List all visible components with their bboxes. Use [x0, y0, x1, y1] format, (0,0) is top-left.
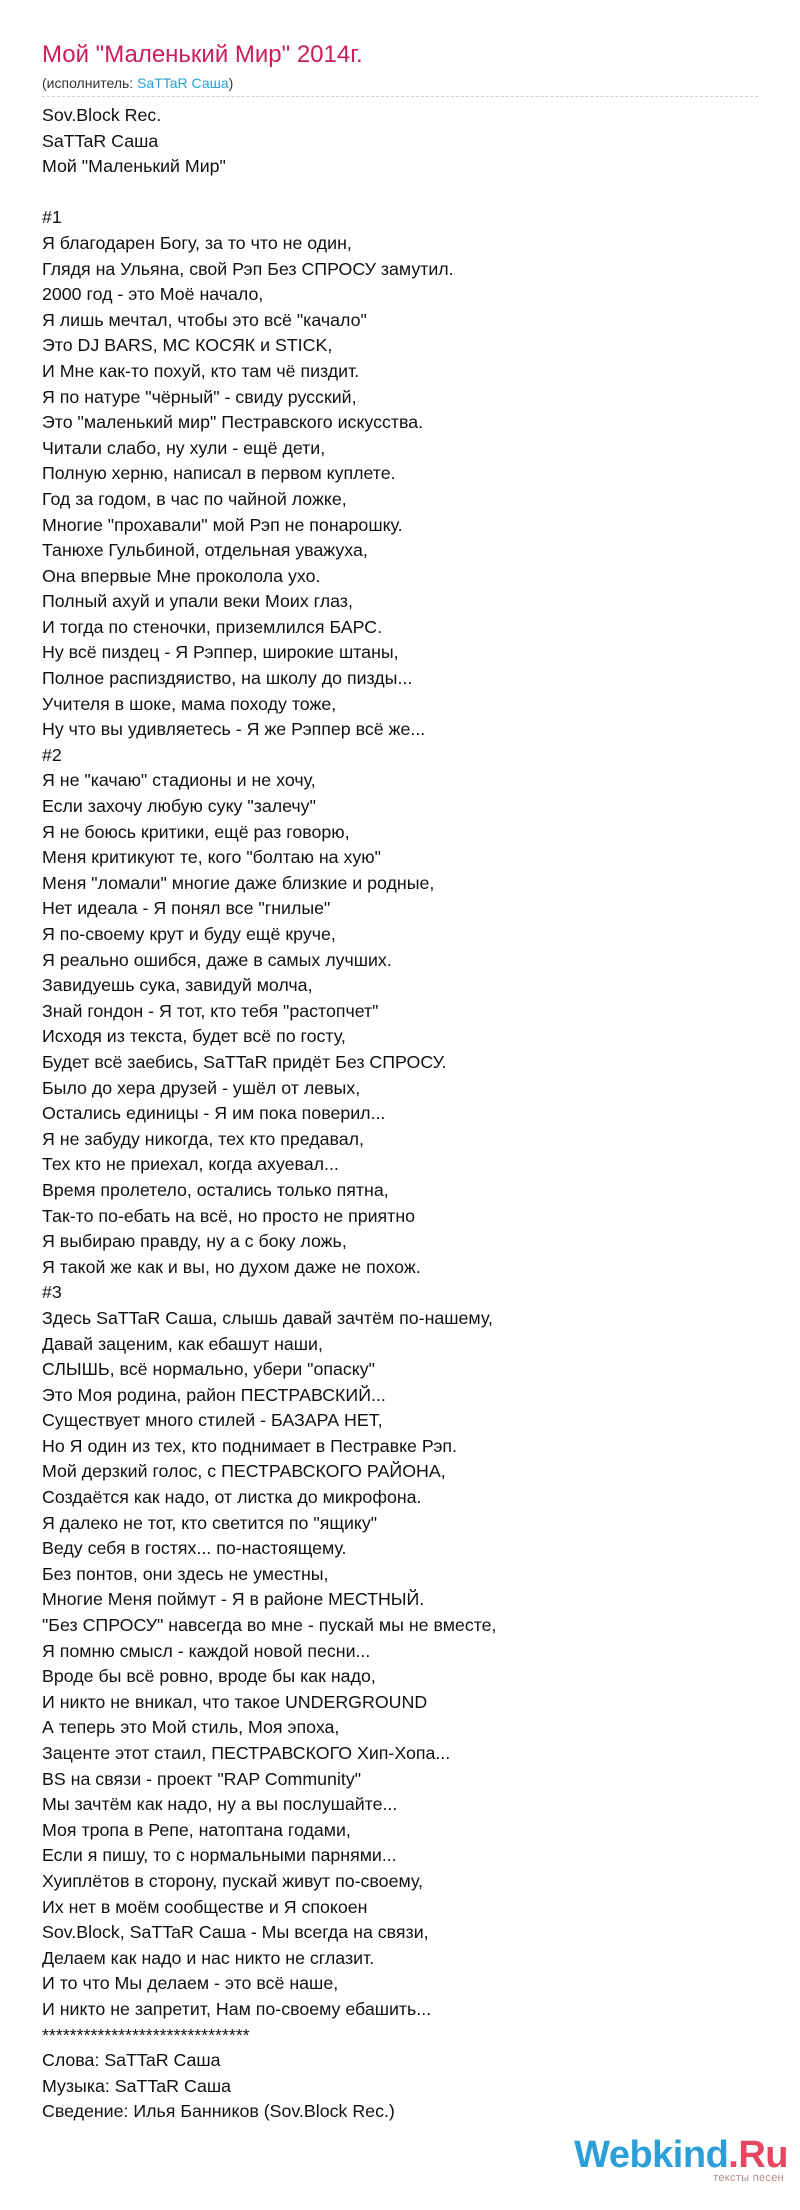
lyrics-line: Учителя в шоке, мама походу тоже,: [42, 693, 337, 714]
artist-suffix: ): [228, 75, 234, 91]
lyrics-line: Это Моя родина, район ПЕСТРАВСКИЙ...: [42, 1384, 386, 1405]
lyrics-line: И никто не запретит, Нам по-своему ебашить...: [42, 1998, 432, 2019]
lyrics-line: Но Я один из тех, кто поднимает в Пестравке Рэп.: [42, 1435, 457, 1456]
lyrics-line: Глядя на Ульяна, свой Рэп Без СПРОСУ замутил.: [42, 258, 454, 279]
lyrics-line: Полную херню, написал в первом куплете.: [42, 463, 396, 484]
lyrics-line: Тех кто не приехал, когда ахуевал...: [42, 1154, 339, 1175]
lyrics-line: Я такой же как и вы, но духом даже не похож.: [42, 1256, 421, 1277]
lyrics-line: И никто не вникал, что такое UNDERGROUND: [42, 1691, 428, 1712]
song-header: [42, 40, 758, 92]
lyrics-line: Мы зачтём как надо, ну а вы послушайте...: [42, 1794, 398, 1815]
lyrics-line: Ну что вы удивляетесь - Я же Рэппер всё же...: [42, 719, 426, 740]
lyrics-line: Их нет в моём сообществе и Я спокоен: [42, 1896, 368, 1917]
lyrics-line: Читали слабо, ну хули - ещё дети,: [42, 437, 326, 458]
lyrics-line: Если я пишу, то с нормальными парнями...: [42, 1845, 397, 1866]
lyrics-line: "Без СПРОСУ" навсегда во мне - пускай мы не вместе,: [42, 1615, 497, 1636]
lyrics-line: И тогда по стеночки, приземлился БАРС.: [42, 616, 383, 637]
lyrics-line: Полное распиздяиство, на школу до пизды...: [42, 668, 413, 689]
lyrics-line: Меня критикуют те, кого "болтаю на хую": [42, 847, 381, 868]
lyrics-line: Слова: SaTTaR Саша: [42, 2050, 221, 2071]
lyrics-line: Год за годом, в час по чайной ложке,: [42, 488, 347, 509]
lyrics-line: 2000 год - это Моё начало,: [42, 284, 264, 305]
lyrics-line: Меня "ломали" многие даже близкие и родные,: [42, 872, 435, 893]
artist-line: [42, 74, 758, 92]
lyrics-line: Я по-своему крут и буду ещё круче,: [42, 924, 336, 944]
lyrics-line: Создаётся как надо, от листка до микрофона.: [42, 1487, 422, 1508]
lyrics-line: Хуиплётов в сторону, пускай живут по-своему,: [42, 1870, 423, 1891]
lyrics-line: Полный ахуй и упали веки Моих глаз,: [42, 591, 353, 612]
lyrics-line: Я по натуре "чёрный" - свиду русский,: [42, 386, 357, 407]
lyrics-line: Время пролетело, остались только пятна,: [42, 1179, 389, 1200]
lyrics-line: Музыка: SaTTaR Саша: [42, 2075, 232, 2096]
lyrics-line: Я далеко не тот, кто светится по "ящику": [42, 1512, 378, 1533]
lyrics-line: Веду себя в гостях... по-настоящему.: [42, 1538, 347, 1559]
webkind-logo[interactable]: [574, 2135, 788, 2184]
lyrics-line: Остались единицы - Я им пока поверил...: [42, 1103, 386, 1124]
lyrics-line: Заценте этот стаил, ПЕСТРАВСКОГО Хип-Хопа...: [42, 1743, 451, 1763]
lyrics-line: Sov.Block Rec.: [42, 105, 162, 125]
lyrics-line: Нет идеала - Я понял все "гнилые": [42, 898, 331, 919]
lyrics-line: Я не боюсь критики, ещё раз говорю,: [42, 821, 350, 842]
lyrics-line: Это DJ BARS, MC КОСЯК и STICK,: [42, 335, 333, 356]
lyrics-blank-line: [42, 180, 762, 206]
lyrics-line: Это "маленький мир" Пестравского искусства.: [42, 412, 424, 433]
logo-tagline: тексты песен: [713, 2172, 784, 2184]
lyrics-line: Я выбираю правду, ну а с боку ложь,: [42, 1231, 347, 1252]
lyrics-line: Ну всё пиздец - Я Рэппер, широкие штаны,: [42, 642, 399, 663]
lyrics-line: Без понтов, они здесь не уместны,: [42, 1563, 329, 1584]
lyrics-line: Существует много стилей - БАЗАРА НЕТ,: [42, 1410, 383, 1431]
logo-tld: .Ru: [728, 2134, 788, 2176]
lyrics-line: #1: [42, 207, 62, 228]
lyrics-line: Делаем как надо и нас никто не сглазит.: [42, 1947, 375, 1968]
lyrics-line: Сведение: Илья Банников (Sov.Block Rec.): [42, 2101, 395, 2122]
lyrics-line: Я лишь мечтал, чтобы это всё "качало": [42, 309, 367, 330]
lyrics-text: [42, 103, 762, 2125]
lyrics-line: Она впервые Мне проколола ухо.: [42, 565, 321, 586]
logo-wordmark: [574, 2135, 788, 2175]
lyrics-line: Будет всё заебись, SaTTaR придёт Без СПРОСУ.: [42, 1051, 447, 1072]
lyrics-line: Я не "качаю" стадионы и не хочу,: [42, 770, 316, 791]
lyrics-line: Если захочу любую суку "залечу": [42, 796, 316, 817]
lyrics-line: И то что Мы делаем - это всё наше,: [42, 1973, 339, 1994]
lyrics-line: Было до хера друзей - ушёл от левых,: [42, 1077, 361, 1098]
lyrics-line: Исходя из текста, будет всё по госту,: [42, 1026, 346, 1047]
lyrics-line: Мой "Маленький Мир": [42, 156, 226, 177]
lyrics-line: Многие Меня поймут - Я в районе МЕСТНЫЙ.: [42, 1589, 425, 1610]
artist-link[interactable]: SaTTaR Саша: [137, 75, 229, 91]
lyrics-line: Вроде бы всё ровно, вроде бы как надо,: [42, 1666, 376, 1687]
lyrics-line: Sov.Block, SaTTaR Саша - Мы всегда на связи,: [42, 1922, 429, 1943]
lyrics-line: Мой дерзкий голос, с ПЕСТРАВСКОГО РАЙОНА,: [42, 1461, 446, 1482]
lyrics-line: И Мне как-то похуй, кто там чё пиздит.: [42, 360, 360, 381]
lyrics-line: Так-то по-ебать на всё, но просто не приятно: [42, 1205, 416, 1226]
lyrics-line: Моя тропа в Репе, натоптана годами,: [42, 1819, 351, 1840]
page-title: Мой "Маленький Мир" 2014г.: [42, 41, 363, 68]
lyrics-line: Завидуешь сука, завидуй молча,: [42, 975, 313, 996]
artist-prefix: (исполнитель:: [42, 75, 138, 91]
lyrics-line: СЛЫШЬ, всё нормально, убери "опаску": [42, 1359, 375, 1380]
lyrics-line: Я помню смысл - каждой новой песни...: [42, 1640, 371, 1661]
lyrics-line: BS на связи - проект "RAP Community": [42, 1768, 362, 1789]
lyrics-line: Я благодарен Богу, за то что не один,: [42, 232, 352, 253]
lyrics-line: SaTTaR Саша: [42, 130, 159, 151]
lyrics-line: #3: [42, 1282, 62, 1303]
lyrics-line: ******************************: [42, 2024, 250, 2045]
lyrics-line: Давай заценим, как ебашут наши,: [42, 1333, 323, 1354]
lyrics-line: Здесь SaTTaR Саша, слышь давай зачтём по-нашему,: [42, 1307, 493, 1328]
lyrics-line: Я реально ошибся, даже в самых лучших.: [42, 949, 392, 970]
lyrics-line: А теперь это Мой стиль, Моя эпоха,: [42, 1717, 340, 1738]
logo-word: Webkind: [574, 2134, 729, 2176]
lyrics-line: #2: [42, 744, 62, 765]
lyrics-line: Многие "прохавали" мой Рэп не понарошку.: [42, 514, 403, 535]
lyrics-line: Я не забуду никогда, тех кто предавал,: [42, 1128, 364, 1149]
lyrics-line: Знай гондон - Я тот, кто тебя "растопчет": [42, 1000, 379, 1021]
header-divider: [42, 96, 758, 97]
lyrics-line: Танюхе Гульбиной, отдельная уважуха,: [42, 540, 368, 561]
